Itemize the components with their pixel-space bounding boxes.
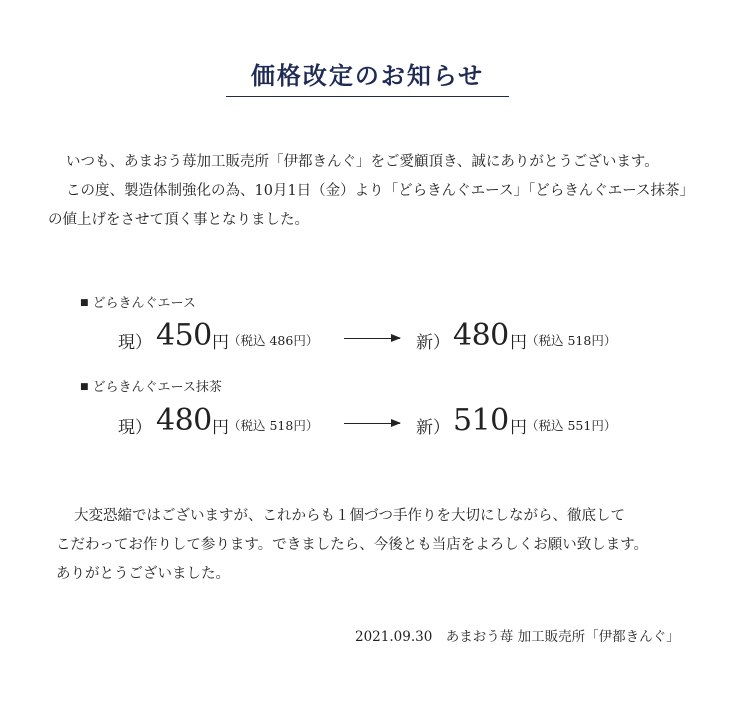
old-price-label: 現） bbox=[118, 333, 152, 353]
closing-line: 大変恐縮ではございますが、これからも１個づつ手作りを大切にしながら、徹底して bbox=[74, 508, 625, 524]
product-heading bbox=[80, 292, 196, 311]
new-price-tax: （税込 518円） bbox=[526, 333, 617, 348]
yen-unit: 円 bbox=[510, 333, 527, 353]
yen-unit: 円 bbox=[510, 418, 527, 438]
arrow-right-icon bbox=[344, 338, 400, 339]
closing-line: こだわってお作りして参ります。できましたら、今後とも当店をよろしくお願い致します。 bbox=[56, 537, 649, 553]
old-price-tax: （税込 518円） bbox=[228, 418, 319, 433]
product-heading bbox=[80, 376, 222, 395]
title-underline bbox=[226, 96, 509, 97]
intro-line: この度、製造体制強化の為、10月1日（金）より「どらきんぐエース」「どらきんぐエース抹茶」 bbox=[66, 183, 694, 199]
new-price: 480 bbox=[453, 318, 509, 353]
old-price: 450 bbox=[156, 318, 212, 353]
new-price-label: 新） bbox=[416, 418, 450, 438]
intro-paragraph bbox=[48, 148, 694, 235]
signature: 2021.09.30 あまおう苺 加工販売所「伊都きんぐ」 bbox=[355, 629, 680, 645]
bullet-icon: ■ bbox=[80, 298, 89, 308]
closing-line: ありがとうございました。 bbox=[56, 566, 230, 582]
intro-line: いつも、あまおう苺加工販売所「伊都きんぐ」をご愛顧頂き、誠にありがとうございます。 bbox=[66, 154, 659, 170]
price-row bbox=[0, 318, 743, 358]
yen-unit: 円 bbox=[212, 333, 229, 353]
intro-line: の値上げをさせて頂く事となりました。 bbox=[48, 212, 309, 228]
price-row bbox=[0, 403, 743, 443]
bullet-icon: ■ bbox=[80, 382, 89, 392]
product-name: どらきんぐエース抹茶 bbox=[92, 380, 222, 395]
page-title: 価格改定のお知らせ bbox=[250, 61, 485, 90]
old-price: 480 bbox=[156, 403, 212, 438]
yen-unit: 円 bbox=[212, 418, 229, 438]
new-price-tax: （税込 551円） bbox=[526, 418, 617, 433]
product-name: どらきんぐエース bbox=[92, 296, 196, 311]
closing-paragraph bbox=[48, 502, 648, 589]
old-price-label: 現） bbox=[118, 418, 152, 438]
new-price-label: 新） bbox=[416, 333, 450, 353]
arrow-right-icon bbox=[344, 423, 400, 424]
old-price-tax: （税込 486円） bbox=[228, 333, 319, 348]
new-price: 510 bbox=[453, 403, 509, 438]
